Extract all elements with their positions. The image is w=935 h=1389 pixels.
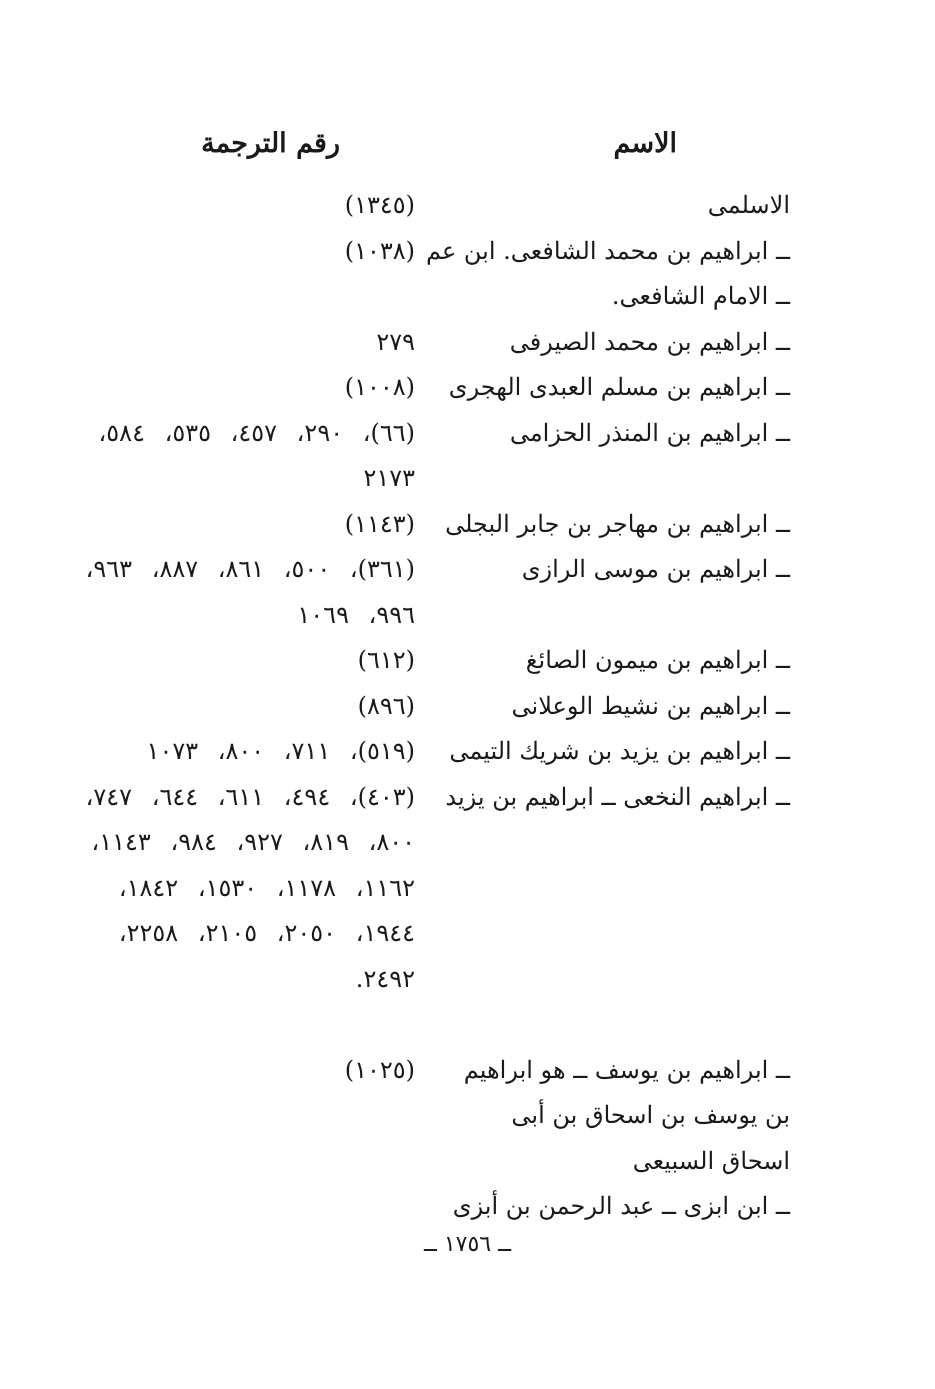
number-column-heading: رقم الترجمة	[201, 128, 340, 159]
entry-name: الاسلمى	[707, 191, 790, 219]
entry-numbers: ٢٧٩	[376, 327, 415, 356]
entry-row	[0, 684, 935, 730]
entry-row	[0, 365, 935, 411]
entry-row	[0, 411, 935, 502]
entry-numbers: (٦٦)، ٢٩٠، ٤٥٧، ٥٣٥، ٥٨٤، ٢١٧٣	[98, 418, 415, 492]
entry-name: ــ ابراهيم بن يوسف ــ هو ابراهيم بن يوسف بن اسحاق بن أبى اسحاق السبيعى	[463, 1055, 790, 1175]
entry-row	[0, 1048, 935, 1185]
entry-row	[0, 638, 935, 684]
entry-name: ــ ابراهيم بن مسلم العبدى الهجرى	[448, 373, 790, 401]
entry-name: ــ ابن ابزى ــ عبد الرحمن بن أبزى	[452, 1192, 790, 1220]
entry-row	[0, 229, 935, 275]
entry-name: ــ ابراهيم بن المنذر الحزامى	[509, 418, 790, 447]
table-header	[0, 128, 935, 172]
entry-row	[0, 547, 935, 638]
entry-numbers: (١٠٠٨)	[344, 373, 415, 401]
entry-numbers: (٨٩٦)	[357, 691, 415, 720]
entry-name: ــ ابراهيم بن موسى الرازى	[521, 555, 790, 583]
entry-row	[0, 729, 935, 775]
entry-name: ــ ابراهيم بن نشيط الوعلانى	[511, 691, 790, 720]
entry-numbers: (٤٠٣)، ٤٩٤، ٦١١، ٦٤٤، ٧٤٧، ٨٠٠، ٨١٩، ٩٢٧، ٩٨٤، ١١٤٣، ١١٦٢، ١١٧٨، ١٥٣٠، ١٨٤٢، ١٩٤٤، ٢٠٥٠، ٢١٠٥، ٢٢٥٨، ٢٤٩٢.	[85, 782, 415, 993]
entry-row	[0, 775, 935, 1048]
entry-name: ــ ابراهيم بن محمد الصيرفى	[509, 327, 790, 356]
entry-row	[0, 320, 935, 366]
entry-name: ــ ابراهيم بن مهاجر بن جابر البجلى	[445, 509, 790, 538]
entry-numbers: (٦١٢)	[357, 646, 415, 674]
entry-name: ــ ابراهيم بن يزيد بن شريك التيمى	[449, 737, 790, 765]
entry-numbers: (١٣٤٥)	[344, 191, 415, 219]
entry-name: ــ الامام الشافعى.	[611, 282, 790, 310]
entry-numbers: (٥١٩)، ٧١١، ٨٠٠، ١٠٧٣	[146, 737, 415, 765]
entry-row	[0, 183, 935, 229]
entry-name: ــ ابراهيم بن محمد الشافعى. ابن عم	[425, 236, 790, 265]
entry-numbers: (٣٦١)، ٥٠٠، ٨٦١، ٨٨٧، ٩٦٣، ٩٩٦، ١٠٦٩	[85, 555, 415, 629]
entry-row	[0, 502, 935, 548]
name-column-heading: الاسم	[613, 128, 677, 159]
entry-name: ــ ابراهيم بن ميمون الصائغ	[525, 646, 790, 674]
entry-row	[0, 274, 935, 320]
page-number: ــ ١٧٥٦ ــ	[423, 1232, 512, 1257]
entry-numbers: (١١٤٣)	[344, 509, 415, 538]
entry-row	[0, 1184, 935, 1230]
entry-name: ــ ابراهيم النخعى ــ ابراهيم بن يزيد	[445, 782, 790, 811]
entry-numbers: (١٠٣٨)	[344, 236, 415, 265]
entry-numbers: (١٠٢٥)	[344, 1055, 415, 1084]
entries-list	[0, 183, 935, 1230]
